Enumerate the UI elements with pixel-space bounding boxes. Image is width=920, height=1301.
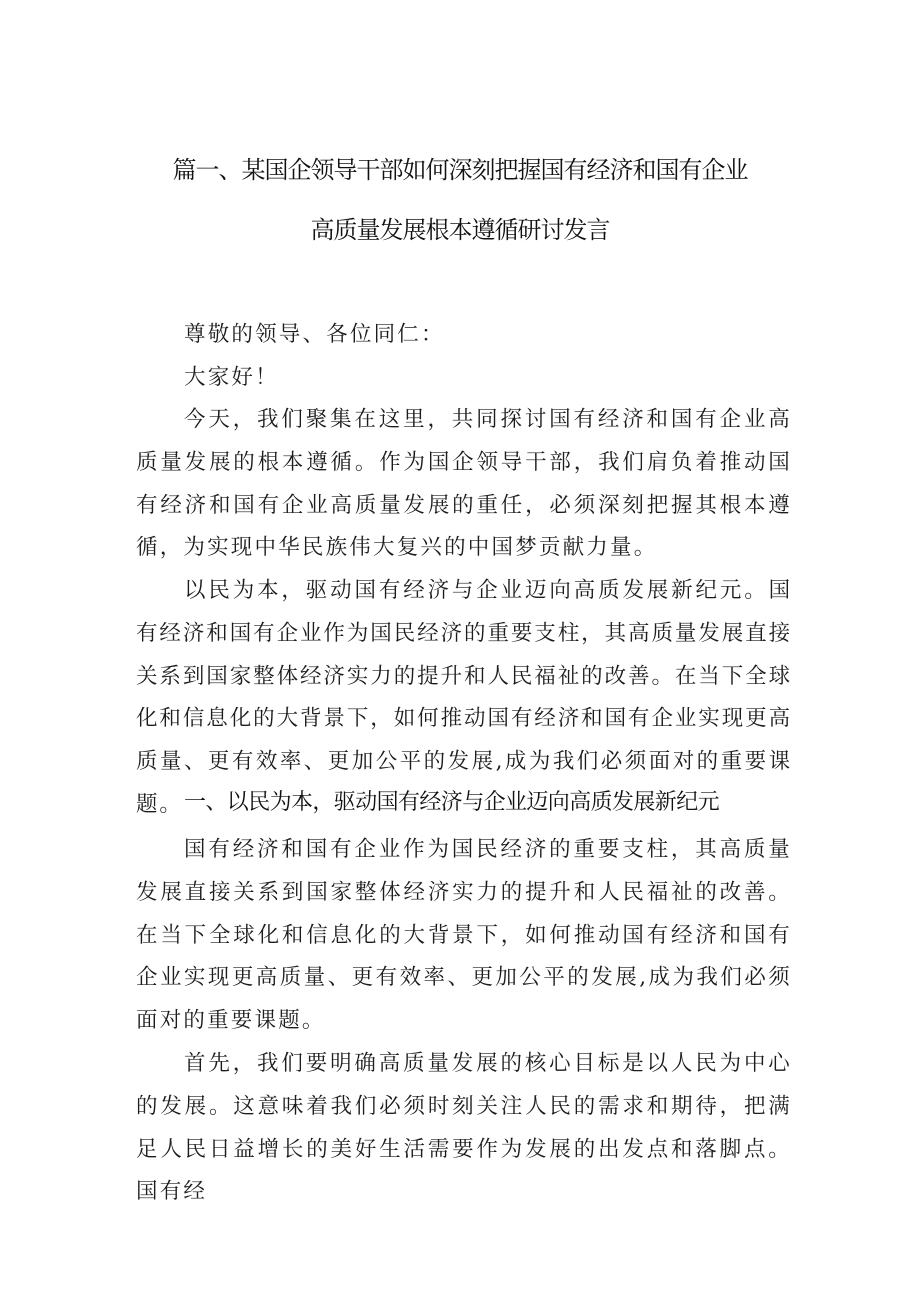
- document-title-line-1: 篇一、某国企领导干部如何深刻把握国有经济和国有企业: [172, 156, 748, 184]
- salutation: 尊敬的领导、各位同仁：: [184, 322, 445, 347]
- section-heading-1: 一、以民为本，驱动国有经济与企业迈向高质发展新纪元: [184, 790, 720, 815]
- paragraph-theme: 以民为本，驱动国有经济与企业迈向高质发展新纪元。国有经济和国有企业作为国民经济的重要支柱，其高质量发展直接关系到国家整体经济实力的提升和人民福祉的改善。在当下全球化和信息化的大背景下，如何推动国有经济和国有企业实现更高质量、更有效率、更加公平的发展,成为我们必须面对的重要课题。: [136, 578, 792, 817]
- paragraph-section-1-intro: 国有经济和国有企业作为国民经济的重要支柱，其高质量发展直接关系到国家整体经济实力的提升和人民福祉的改善。在当下全球化和信息化的大背景下，如何推动国有经济和国有企业实现更高质量、更有效率、更加公平的发展,成为我们必须面对的重要课题。: [136, 837, 792, 1034]
- greeting: 大家好！: [184, 365, 279, 390]
- document-title-line-2: 高质量发展根本遵循研讨发言: [310, 216, 610, 244]
- paragraph-intro: 今天，我们聚集在这里，共同探讨国有经济和国有企业高质量发展的根本遵循。作为国企领导干部，我们肩负着推动国有经济和国有企业高质量发展的重任，必须深刻把握其根本遵循，为实现中华民族伟大复兴的中国梦贡献力量。: [136, 407, 792, 561]
- paragraph-first-point: 首先，我们要明确高质量发展的核心目标是以人民为中心的发展。这意味着我们必须时刻关注人民的需求和期待，把满足人民日益增长的美好生活需要作为发展的出发点和落脚点。国有经: [136, 1051, 792, 1205]
